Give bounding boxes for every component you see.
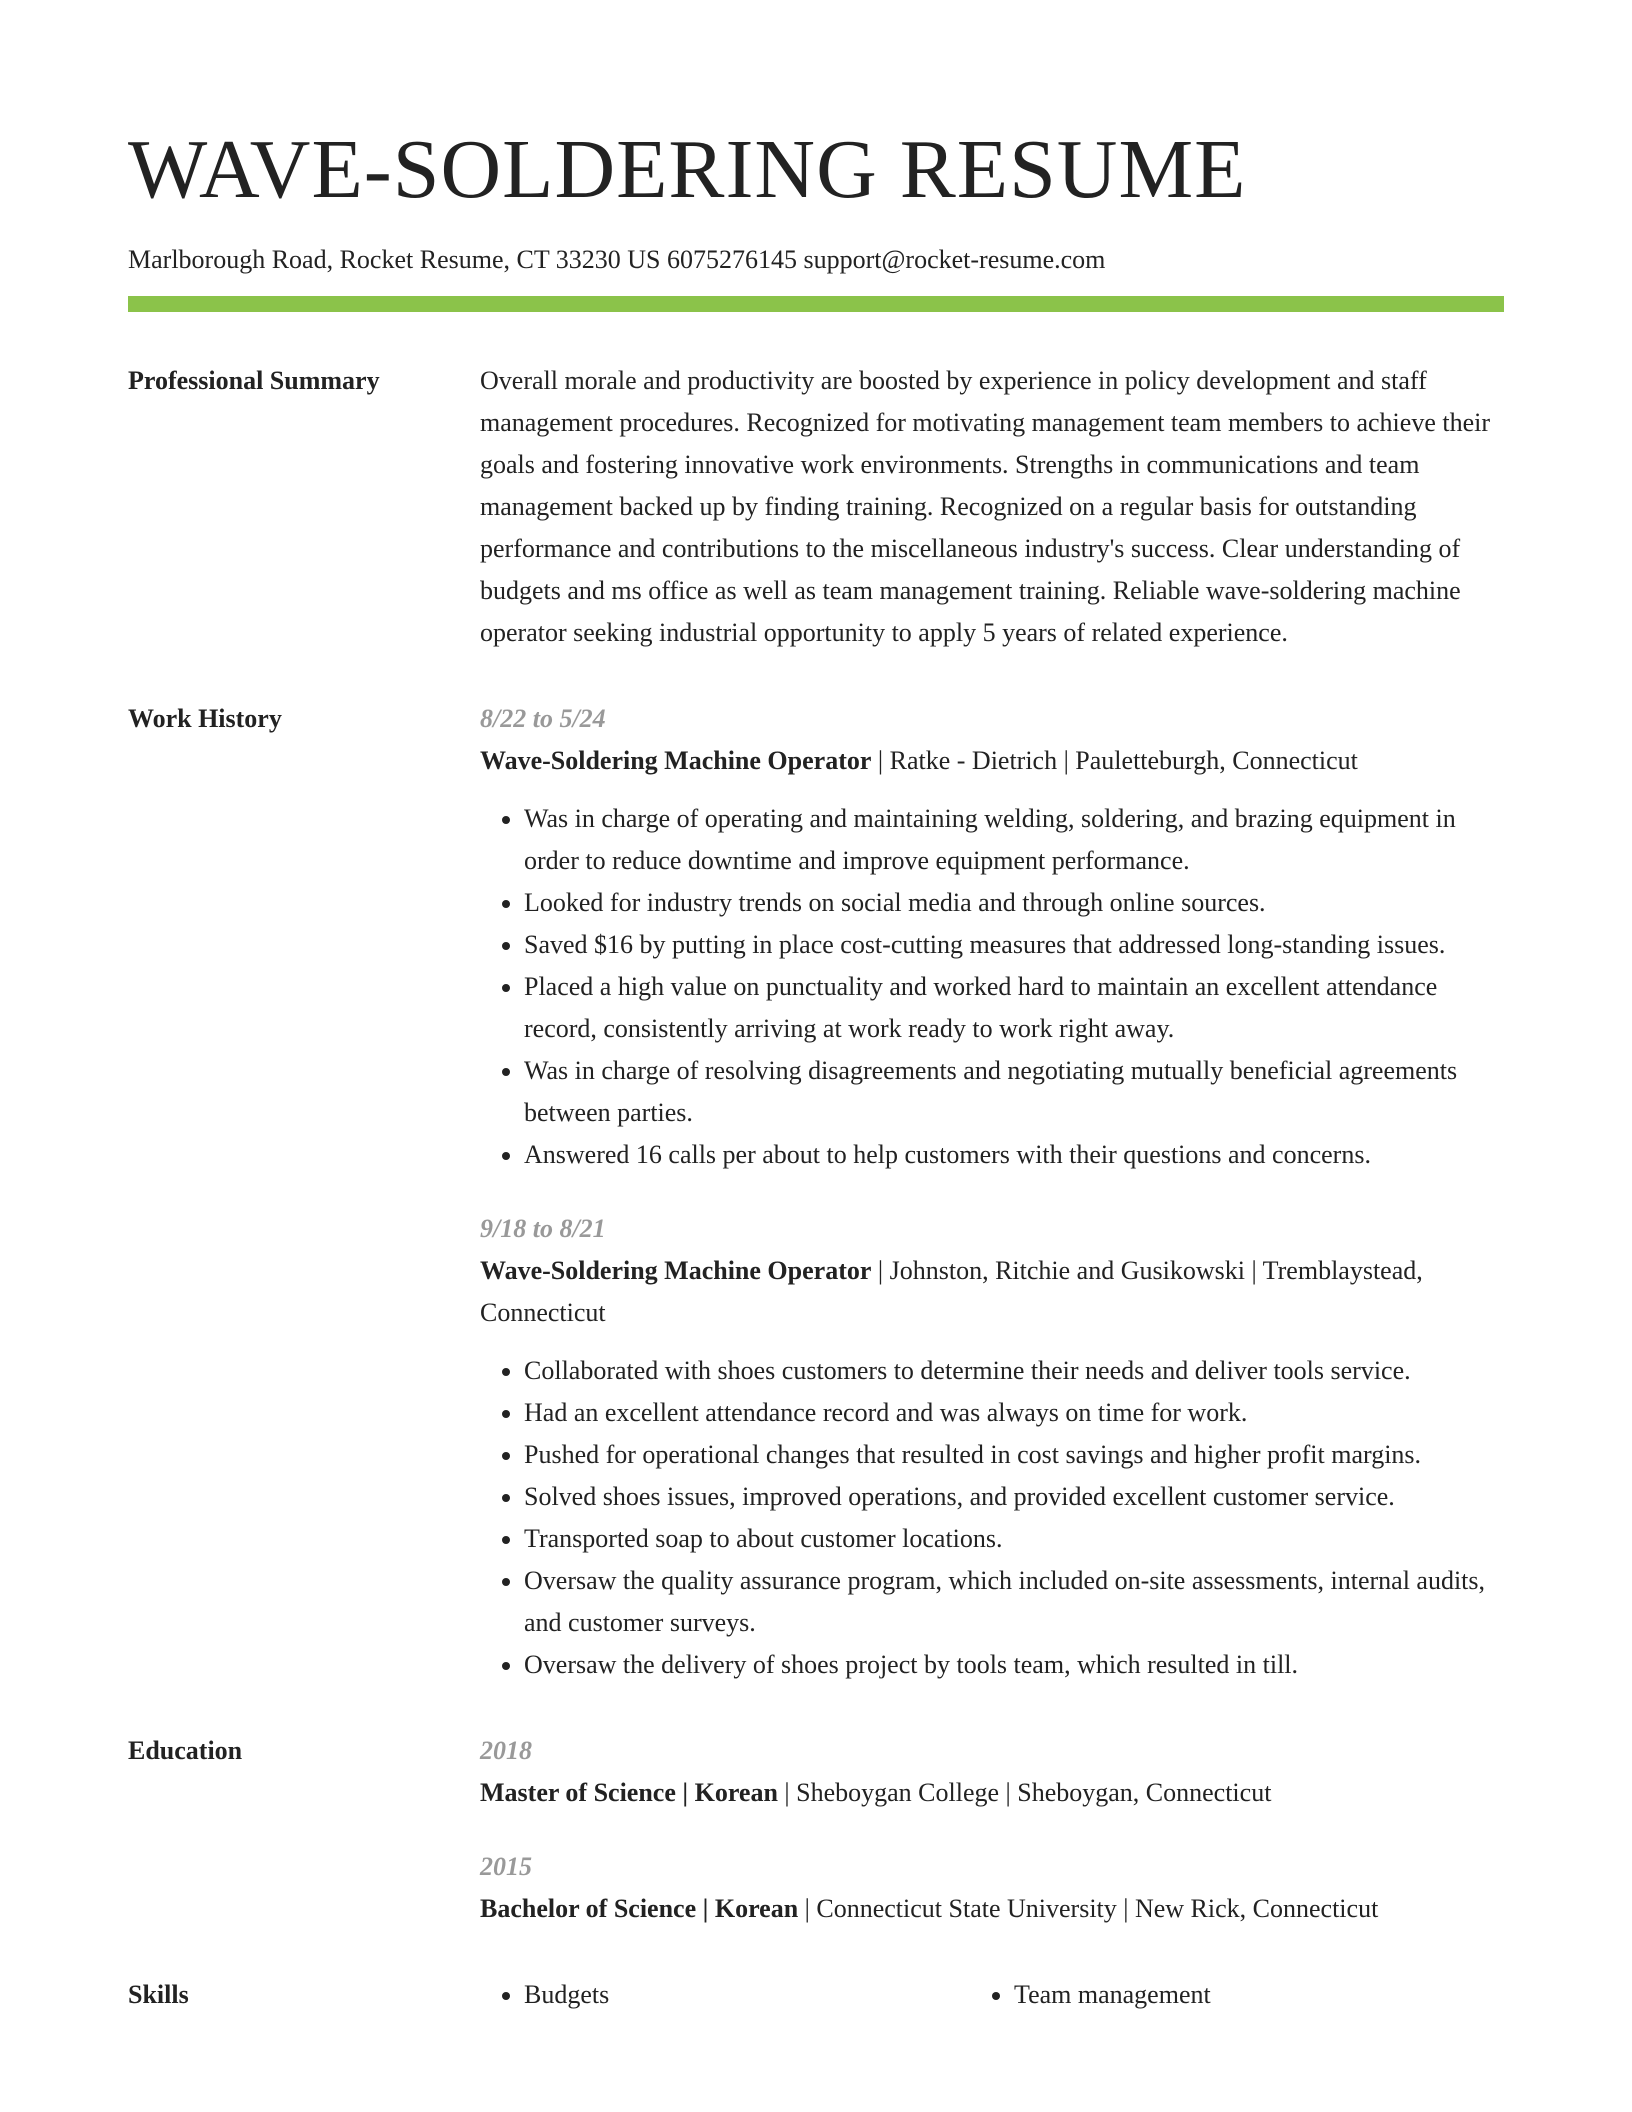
skill-item: • Budgets: [524, 1974, 1014, 2016]
job-employer-location: | Johnston, Ritchie and Gusikowski | Tremblaystead, Connecticut: [480, 1256, 1423, 1327]
summary-section: [128, 360, 1504, 654]
school-location: | Sheboygan College | Sheboygan, Connecticut: [777, 1778, 1272, 1807]
job-bullet: • Was in charge of resolving disagreements and negotiating mutually beneficial agreements between parties.: [524, 1050, 1504, 1134]
education-year: 2018: [480, 1736, 532, 1765]
section-label-skills: Skills: [128, 1980, 189, 2009]
skills-section: [128, 1974, 1504, 2016]
summary-text: Overall morale and productivity are boosted by experience in policy development and staff management procedures. Recognized for motivating management team members to achieve their goals and fostering innovative work environments. Strengths in communications and team management backed up by finding training. Recognized on a regular basis for outstanding performance and contributions to the miscellaneous industry's success. Clear understanding of budgets and ms office as well as team management training. Reliable wave-soldering machine operator seeking industrial opportunity to apply 5 years of related experience.: [480, 366, 1491, 647]
degree: Bachelor of Science | Korean: [480, 1894, 799, 1923]
job-bullets: [480, 1350, 1504, 1686]
section-label-education: Education: [128, 1736, 243, 1765]
job-dates: 8/22 to 5/24: [480, 704, 606, 733]
job-bullet: • Placed a high value on punctuality and worked hard to maintain an excellent attendance record, consistently arriving at work ready to work right away.: [524, 966, 1504, 1050]
section-label-work-history: Work History: [128, 704, 282, 733]
job-bullet: • Pushed for operational changes that resulted in cost savings and higher profit margins.: [524, 1434, 1504, 1476]
job-title-line: [480, 1250, 1504, 1334]
education-entry: [480, 1730, 1504, 1814]
job-bullet: • Saved $16 by putting in place cost-cutting measures that addressed long-standing issues.: [524, 924, 1504, 966]
job-bullets: [480, 798, 1504, 1176]
skills-body: [480, 1974, 1504, 2016]
job-bullet: • Collaborated with shoes customers to determine their needs and deliver tools service.: [524, 1350, 1504, 1392]
job-bullet: • Had an excellent attendance record and was always on time for work.: [524, 1392, 1504, 1434]
job-bullet: • Answered 16 calls per about to help customers with their questions and concerns.: [524, 1134, 1504, 1176]
job-bullet: • Oversaw the quality assurance program, which included on-site assessments, internal audits, and customer surveys.: [524, 1560, 1504, 1644]
job-bullet: • Oversaw the delivery of shoes project by tools team, which resulted in till.: [524, 1644, 1504, 1686]
job-entry: [480, 698, 1504, 1176]
education-line: [480, 1888, 1504, 1930]
accent-divider: [128, 296, 1504, 312]
job-title-line: [480, 740, 1504, 782]
skill-item: • Team management: [1014, 1974, 1504, 2016]
school-location: | Connecticut State University | New Rick, Connecticut: [798, 1894, 1379, 1923]
job-title: Wave-Soldering Machine Operator: [480, 1256, 872, 1285]
job-bullet: • Solved shoes issues, improved operations, and provided excellent customer service.: [524, 1476, 1504, 1518]
education-entry: [480, 1846, 1504, 1930]
section-label-summary: Professional Summary: [128, 366, 380, 395]
resume-title: WAVE-SOLDERING RESUME: [128, 123, 1247, 216]
job-dates: 9/18 to 8/21: [480, 1214, 606, 1243]
job-bullet: • Was in charge of operating and maintaining welding, soldering, and brazing equipment in order to reduce downtime and improve equipment performance.: [524, 798, 1504, 882]
contact-line: Marlborough Road, Rocket Resume, CT 33230 US 6075276145 support@rocket-resume.com: [128, 245, 1106, 274]
job-bullet: • Transported soap to about customer locations.: [524, 1518, 1504, 1560]
skills-list: [480, 1974, 1504, 2016]
job-employer-location: | Ratke - Dietrich | Pauletteburgh, Connecticut: [871, 746, 1358, 775]
education-section: [128, 1730, 1504, 1930]
job-entry: [480, 1208, 1504, 1686]
resume-page: [128, 0, 1504, 2016]
education-year: 2015: [480, 1852, 532, 1881]
job-bullet: • Looked for industry trends on social media and through online sources.: [524, 882, 1504, 924]
work-history-section: [128, 698, 1504, 1686]
degree: Master of Science | Korean: [480, 1778, 778, 1807]
education-line: [480, 1772, 1504, 1814]
job-title: Wave-Soldering Machine Operator: [480, 746, 872, 775]
work-history-body: [480, 698, 1504, 1686]
education-body: [480, 1730, 1504, 1930]
summary-body: [480, 360, 1504, 654]
